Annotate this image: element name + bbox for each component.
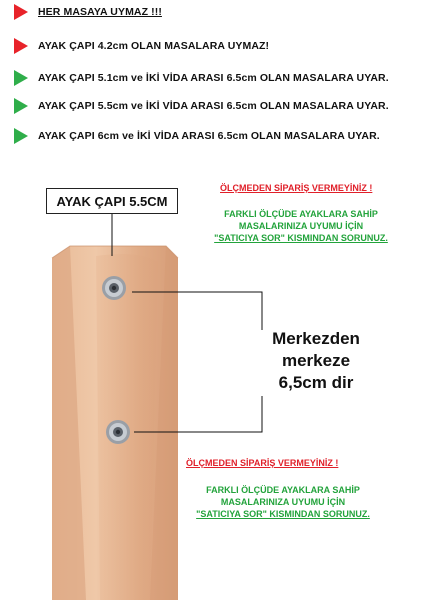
warning-line: FARKLI ÖLÇÜDE AYAKLARA SAHİP <box>224 209 378 219</box>
warning-line: "SATICIYA SOR" KISMINDAN SORUNUZ. <box>196 509 370 519</box>
rule-text: AYAK ÇAPI 5.5cm ve İKİ VİDA ARASI 6.5cm OLAN MASALARA UYAR. <box>38 100 389 112</box>
warning-green-bottom <box>178 484 388 520</box>
warning-line: MASALARINIZA UYUMU İÇİN <box>220 497 346 507</box>
rule-text: AYAK ÇAPI 4.2cm OLAN MASALARA UYMAZ! <box>38 40 270 52</box>
measure-line: Merkezden <box>272 329 360 348</box>
warning-line: FARKLI ÖLÇÜDE AYAKLARA SAHİP <box>206 485 360 495</box>
warning-green-top <box>198 208 404 244</box>
warning-red-top: ÖLÇMEDEN SİPARİŞ VERMEYİNİZ ! <box>220 183 373 193</box>
measure-line: 6,5cm dir <box>278 373 354 392</box>
measure-line: merkeze <box>281 351 351 370</box>
post-diameter-label: AYAK ÇAPI 5.5CM <box>46 188 178 214</box>
warning-line: "SATICIYA SOR" KISMINDAN SORUNUZ. <box>214 233 388 243</box>
rule-text: AYAK ÇAPI 5.1cm ve İKİ VİDA ARASI 6.5cm OLAN MASALARA UYAR. <box>38 72 389 84</box>
screw-bottom-icon <box>106 420 130 444</box>
measurement-text <box>254 328 378 394</box>
warning-line: MASALARINIZA UYUMU İÇİN <box>238 221 364 231</box>
warning-red-bottom: ÖLÇMEDEN SİPARİŞ VERMEYİNİZ ! <box>186 458 339 468</box>
screw-top-icon <box>102 276 126 300</box>
rule-text: HER MASAYA UYMAZ !!! <box>38 6 162 18</box>
rule-text: AYAK ÇAPI 6cm ve İKİ VİDA ARASI 6.5cm OLAN MASALARA UYAR. <box>38 130 380 142</box>
